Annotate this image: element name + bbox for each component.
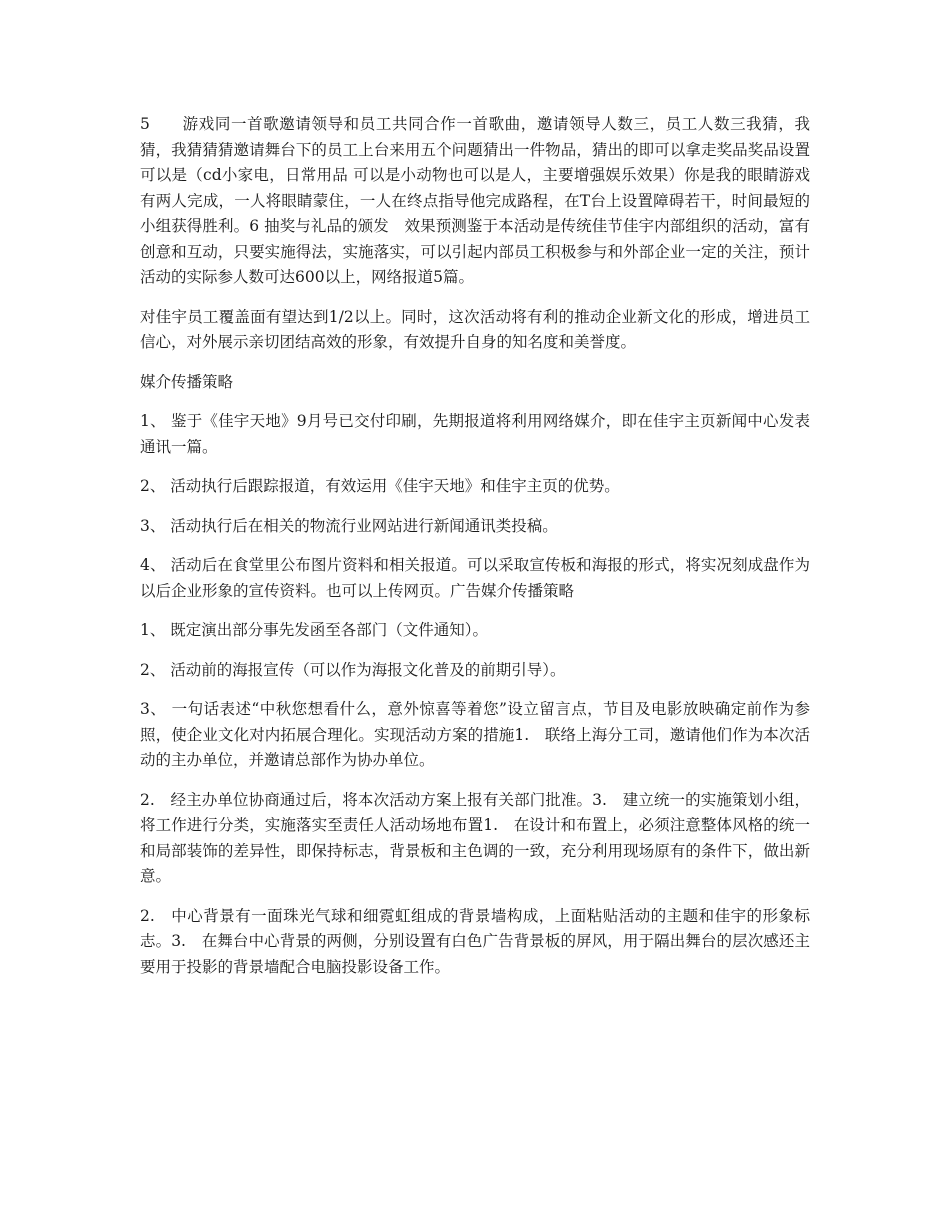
paragraph-venue-2: 2. 中心背景有一面珠光气球和细霓虹组成的背景墙构成，上面粘贴活动的主题和佳宇的形象标志。3. 在舞台中心背景的两侧，分别设置有白色广告背景板的屏风，用于隔出舞台的层次感还主要用于投影的背景墙配合电脑投影设备工作。 [140,906,810,976]
paragraph-game-activities: 5 游戏同一首歌邀请领导和员工共同合作一首歌曲，邀请领导人数三，员工人数三我猜，我猜，我猜猜猜邀请舞台下的员工上台来用五个问题猜出一件物品，猜出的即可以拿走奖品奖品设置可以是（cd小家电，日常用品 可以是小动物也可以是人，主要增强娱乐效果）你是我的眼睛游戏有两人完成，一人将眼睛蒙住，一人在终点指导他完成路程，在T台上设置障碍若干，时间最短的小组获得胜利。6 抽奖与礼品的颁发 效果预测鉴于本活动是传统佳节佳宇内部组织的活动，富有创意和互动，只要实施得法，实施落实，可以引起内部员工积极参与和外部企业一定的关注，预计活动的实际参人数可达600以上，网络报道5篇。 [140,115,810,286]
paragraph-measures-2: 2. 经主办单位协商通过后，将本次活动方案上报有关部门批准。3. 建立统一的实施策划小组，将工作进行分类，实施落实至责任人活动场地布置1. 在设计和布置上，必须注意整体风格的统一和局部装饰的差异性，即保持标志，背景板和主色调的一致，充分利用现场原有的条件下，做出新意。 [140,790,810,885]
paragraph-coverage-goal: 对佳宇员工覆盖面有望达到1/2以上。同时，这次活动将有利的推动企业新文化的形成，增进员工信心，对外展示亲切团结高效的形象，有效提升自身的知名度和美誉度。 [140,307,810,351]
list-item-media-3: 3、 活动执行后在相关的物流行业网站进行新闻通讯类投稿。 [140,516,558,535]
list-item-media-2: 2、 活动执行后跟踪报道，有效运用《佳宇天地》和佳宇主页的优势。 [140,477,620,495]
list-item-media-4: 4、 活动后在食堂里公布图片资料和相关报道。可以采取宣传板和海报的形式，将实况刻成盘作为以后企业形象的宣传资料。也可以上传网页。广告媒介传播策略 [140,556,810,600]
list-item-ad-3: 3、 一句话表述“中秋您想看什么，意外惊喜等着您”设立留言点，节目及电影放映确定前作为参照，使企业文化对内拓展合理化。实现活动方案的措施1. 联络上海分工司，邀请他们作为本次活动的主办单位，并邀请总部作为协办单位。 [140,700,810,769]
document-body [140,112,810,994]
list-item-ad-1: 1、 既定演出部分事先发函至各部门（文件通知）。 [140,621,489,639]
list-item-media-1: 1、 鉴于《佳宇天地》9月号已交付印刷，先期报道将利用网络媒介，即在佳宇主页新闻中心发表通讯一篇。 [140,412,810,456]
section-heading-media-strategy: 媒介传播策略 [140,372,234,391]
list-item-ad-2: 2、 活动前的海报宣传（可以作为海报文化普及的前期引导）。 [140,660,566,679]
